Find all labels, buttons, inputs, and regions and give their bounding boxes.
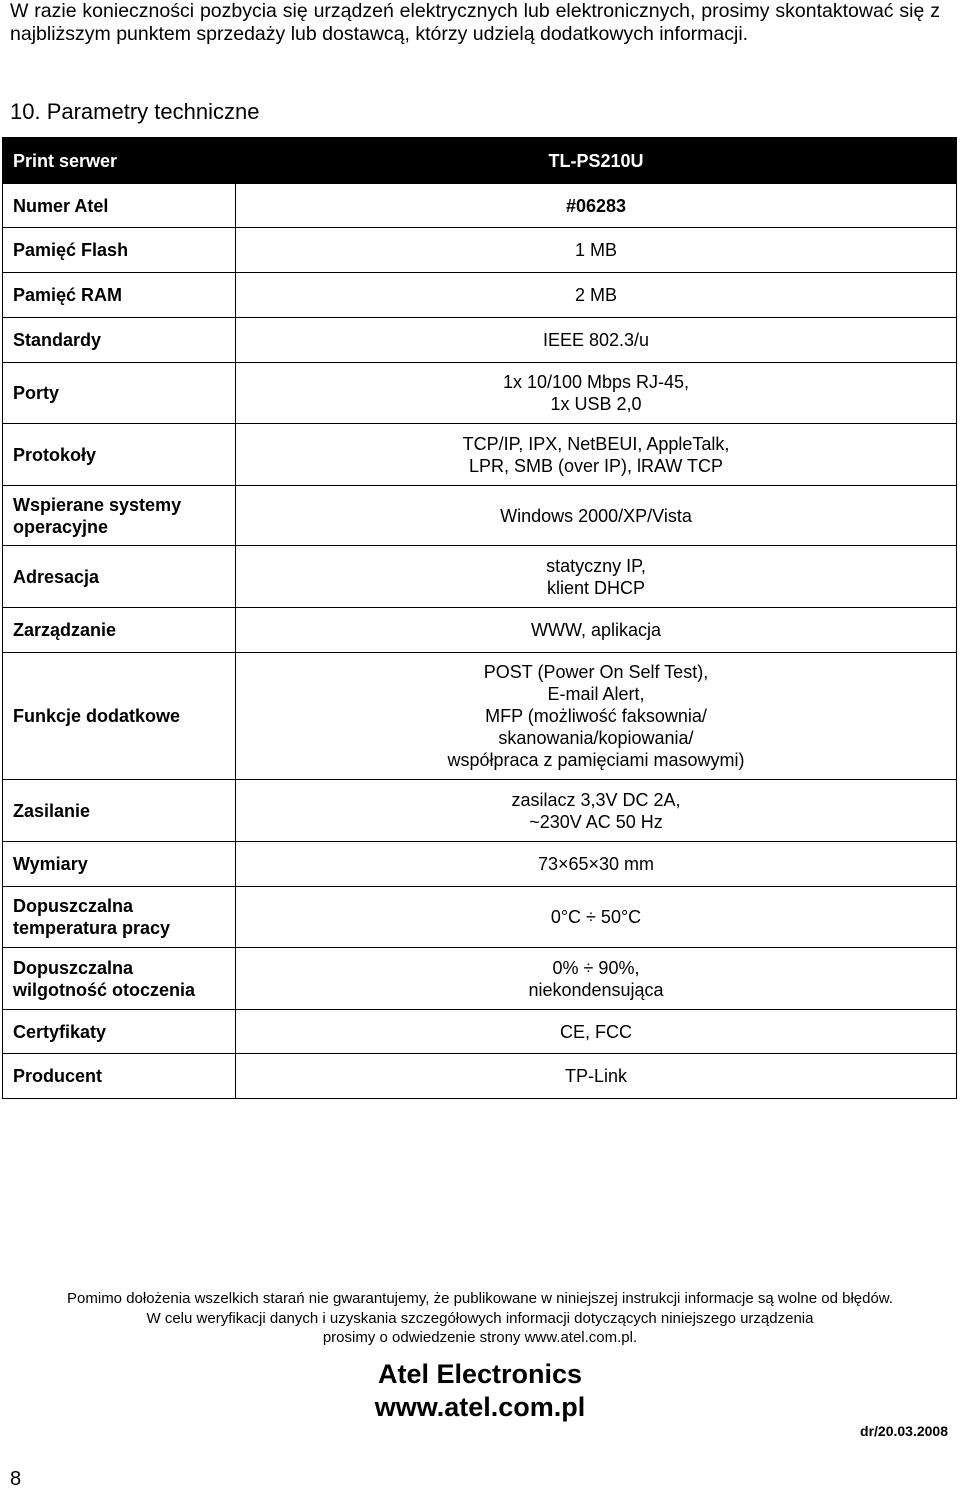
spec-row-pamiec-flash [3, 228, 957, 273]
spec-label: Producent [3, 1054, 236, 1099]
spec-label: Funkcje dodatkowe [3, 653, 236, 780]
spec-row-zasilanie [3, 780, 957, 842]
spec-value: IEEE 802.3/u [236, 318, 957, 363]
spec-value: statyczny IP, klient DHCP [236, 546, 957, 608]
spec-label: Standardy [3, 318, 236, 363]
spec-value: 1x 10/100 Mbps RJ-45, 1x USB 2,0 [236, 363, 957, 424]
disclaimer-line-1: Pomimo dołożenia wszelkich starań nie gwarantujemy, że publikowane w niniejszej instrukcji informacje są wolne od błędów. [67, 1290, 893, 1307]
document-date: dr/20.03.2008 [860, 1423, 948, 1439]
spec-label: Porty [3, 363, 236, 424]
spec-value: #06283 [236, 184, 957, 228]
spec-value: zasilacz 3,3V DC 2A, ~230V AC 50 Hz [236, 780, 957, 842]
spec-row-wymiary [3, 842, 957, 887]
section-title: 10. Parametry techniczne [10, 99, 260, 124]
spec-table-header [3, 138, 957, 184]
spec-value: POST (Power On Self Test), E-mail Alert, MFP (możliwość faksownia/ skanowania/kopiowania/ współpraca z pamięciami masowymi) [236, 653, 957, 780]
spec-label: Wymiary [3, 842, 236, 887]
spec-label: Dopuszczalna wilgotność otoczenia [3, 948, 236, 1010]
spec-label: Wspierane systemy operacyjne [3, 486, 236, 546]
company-name: Atel Electronics [377, 1359, 583, 1389]
spec-label: Pamięć Flash [3, 228, 236, 273]
spec-row-porty [3, 363, 957, 424]
spec-header-label: Print serwer [3, 138, 236, 184]
spec-value: TCP/IP, IPX, NetBEUI, AppleTalk, LPR, SMB (over IP), lRAW TCP [236, 424, 957, 486]
spec-row-protokoly [3, 424, 957, 486]
spec-value: 1 MB [236, 228, 957, 273]
spec-row-funkcje [3, 653, 957, 780]
spec-label: Zasilanie [3, 780, 236, 842]
spec-label: Zarządzanie [3, 608, 236, 653]
spec-row-wilgotnosc [3, 948, 957, 1010]
spec-row-adresacja [3, 546, 957, 608]
company-website: www.atel.com.pl [374, 1392, 586, 1422]
spec-table [2, 137, 957, 1099]
spec-value: Windows 2000/XP/Vista [236, 486, 957, 546]
spec-row-producent [3, 1054, 957, 1099]
spec-value: 73×65×30 mm [236, 842, 957, 887]
spec-label: Dopuszczalna temperatura pracy [3, 887, 236, 948]
disclaimer-line-3: prosimy o odwiedzenie strony www.atel.com.pl. [322, 1329, 638, 1346]
spec-row-numer-atel [3, 184, 957, 228]
disclaimer [0, 1289, 960, 1348]
page-number: 8 [10, 1468, 22, 1490]
spec-label: Pamięć RAM [3, 273, 236, 318]
spec-value: 2 MB [236, 273, 957, 318]
spec-row-zarzadzanie [3, 608, 957, 653]
company-block [0, 1358, 960, 1424]
spec-value: 0% ÷ 90%, niekondensująca [236, 948, 957, 1010]
spec-row-pamiec-ram [3, 273, 957, 318]
spec-value: CE, FCC [236, 1010, 957, 1054]
spec-header-value: TL-PS210U [236, 138, 957, 184]
spec-label: Certyfikaty [3, 1010, 236, 1054]
spec-label: Adresacja [3, 546, 236, 608]
spec-label: Numer Atel [3, 184, 236, 228]
spec-row-certyfikaty [3, 1010, 957, 1054]
intro-paragraph: W razie konieczności pozbycia się urządzeń elektrycznych lub elektronicznych, prosimy skontaktować się z najbliższym punktem sprzedaży lub dostawcą, którzy udzielą dodatkowych informacji. [10, 0, 940, 45]
spec-value: WWW, aplikacja [236, 608, 957, 653]
spec-row-standardy [3, 318, 957, 363]
spec-value: 0°C ÷ 50°C [236, 887, 957, 948]
spec-row-systemy [3, 486, 957, 546]
spec-row-temperatura [3, 887, 957, 948]
spec-label: Protokoły [3, 424, 236, 486]
disclaimer-line-2: W celu weryfikacji danych i uzyskania szczegółowych informacji dotyczących niniejszego urządzenia [146, 1309, 814, 1327]
spec-value: TP-Link [236, 1054, 957, 1099]
